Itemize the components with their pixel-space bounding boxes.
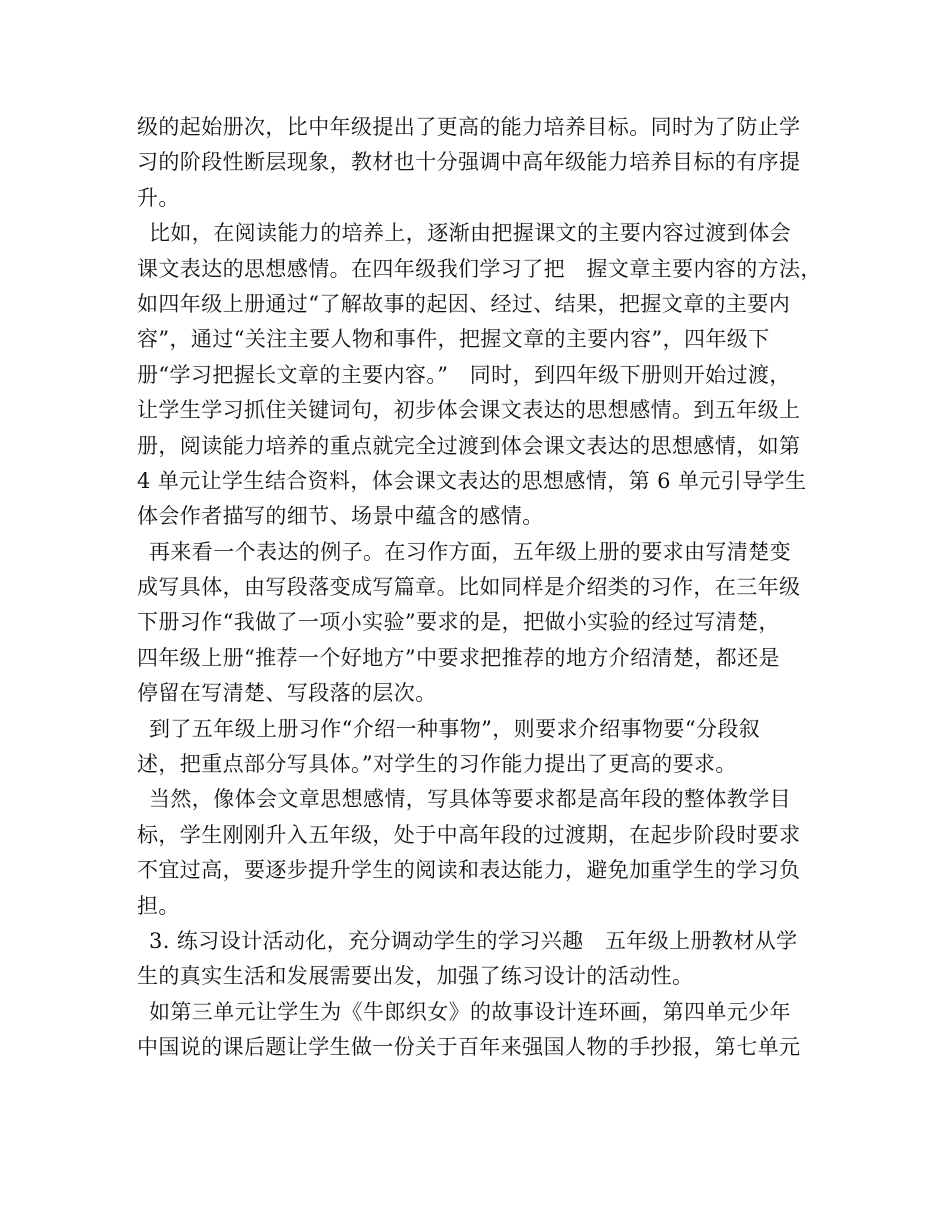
text-line: 4 单元让学生结合资料，体会课文表达的思想感情，第 6 单元引导学生 xyxy=(137,468,807,493)
text-line: 生的真实生活和发展需要出发，加强了练习设计的活动性。 xyxy=(137,964,694,989)
text-line: 册“学习把握长文章的主要内容。” 同时，到四年级下册则开始过渡， xyxy=(137,362,791,387)
paragraph-start-line: 当然，像体会文章思想感情，写具体等要求都是高年段的整体教学目 xyxy=(149,787,791,812)
text-line: 册，阅读能力培养的重点就完全过渡到体会课文表达的思想感情，如第 xyxy=(137,433,801,458)
text-line: 升。 xyxy=(137,185,180,210)
paragraph-start-line: 比如，在阅读能力的培养上，逐渐由把握课文的主要内容过渡到体会 xyxy=(149,221,791,246)
text-line: 容”，通过“关注主要人物和事件，把握文章的主要内容”，四年级下 xyxy=(137,327,770,352)
text-line: 如四年级上册通过“了解故事的起因、经过、结果，把握文章的主要内 xyxy=(137,291,791,316)
text-line: 担。 xyxy=(137,893,180,918)
paragraph-start-line: 到了五年级上册习作“介绍一种事物”，则要求介绍事物要“分段叙 xyxy=(149,716,761,741)
text-line: 标，学生刚刚升入五年级，处于中高年段的过渡期，在起步阶段时要求 xyxy=(137,822,801,847)
text-line: 成写具体，由写段落变成写篇章。比如同样是介绍类的习作，在三年级 xyxy=(137,575,801,600)
text-line: 体会作者描写的细节、场景中蕴含的感情。 xyxy=(137,504,544,529)
paragraph-start-line: 3. 练习设计活动化，充分调动学生的学习兴趣 五年级上册教材从学 xyxy=(149,928,798,953)
text-line: 中国说的课后题让学生做一份关于百年来强国人物的手抄报，第七单元 xyxy=(137,1035,801,1060)
text-line: 下册习作“我做了一项小实验”要求的是，把做小实验的经过写清楚， xyxy=(137,610,780,635)
body-text xyxy=(137,110,822,1066)
text-line: 让学生学习抓住关键词句，初步体会课文表达的思想感情。到五年级上 xyxy=(137,398,801,423)
paragraph-start-line: 如第三单元让学生为《牛郎织女》的故事设计连环画，第四单元少年 xyxy=(149,999,791,1024)
paragraph-start-line: 再来看一个表达的例子。在习作方面，五年级上册的要求由写清楚变 xyxy=(149,539,791,564)
text-line: 不宜过高，要逐步提升学生的阅读和表达能力，避免加重学生的学习负 xyxy=(137,858,801,883)
text-line: 习的阶段性断层现象，教材也十分强调中高年级能力培养目标的有序提 xyxy=(137,150,801,175)
text-line: 级的起始册次，比中年级提出了更高的能力培养目标。同时为了防止学 xyxy=(137,115,801,139)
text-line: 停留在写清楚、写段落的层次。 xyxy=(137,681,437,706)
text-line: 述，把重点部分写具体。”对学生的习作能力提出了更高的要求。 xyxy=(137,752,737,777)
text-line: 四年级上册“推荐一个好地方”中要求把推荐的地方介绍清楚，都还是 xyxy=(137,645,780,670)
text-line: 课文表达的思想感情。在四年级我们学习了把 握文章主要内容的方法， xyxy=(137,256,822,281)
